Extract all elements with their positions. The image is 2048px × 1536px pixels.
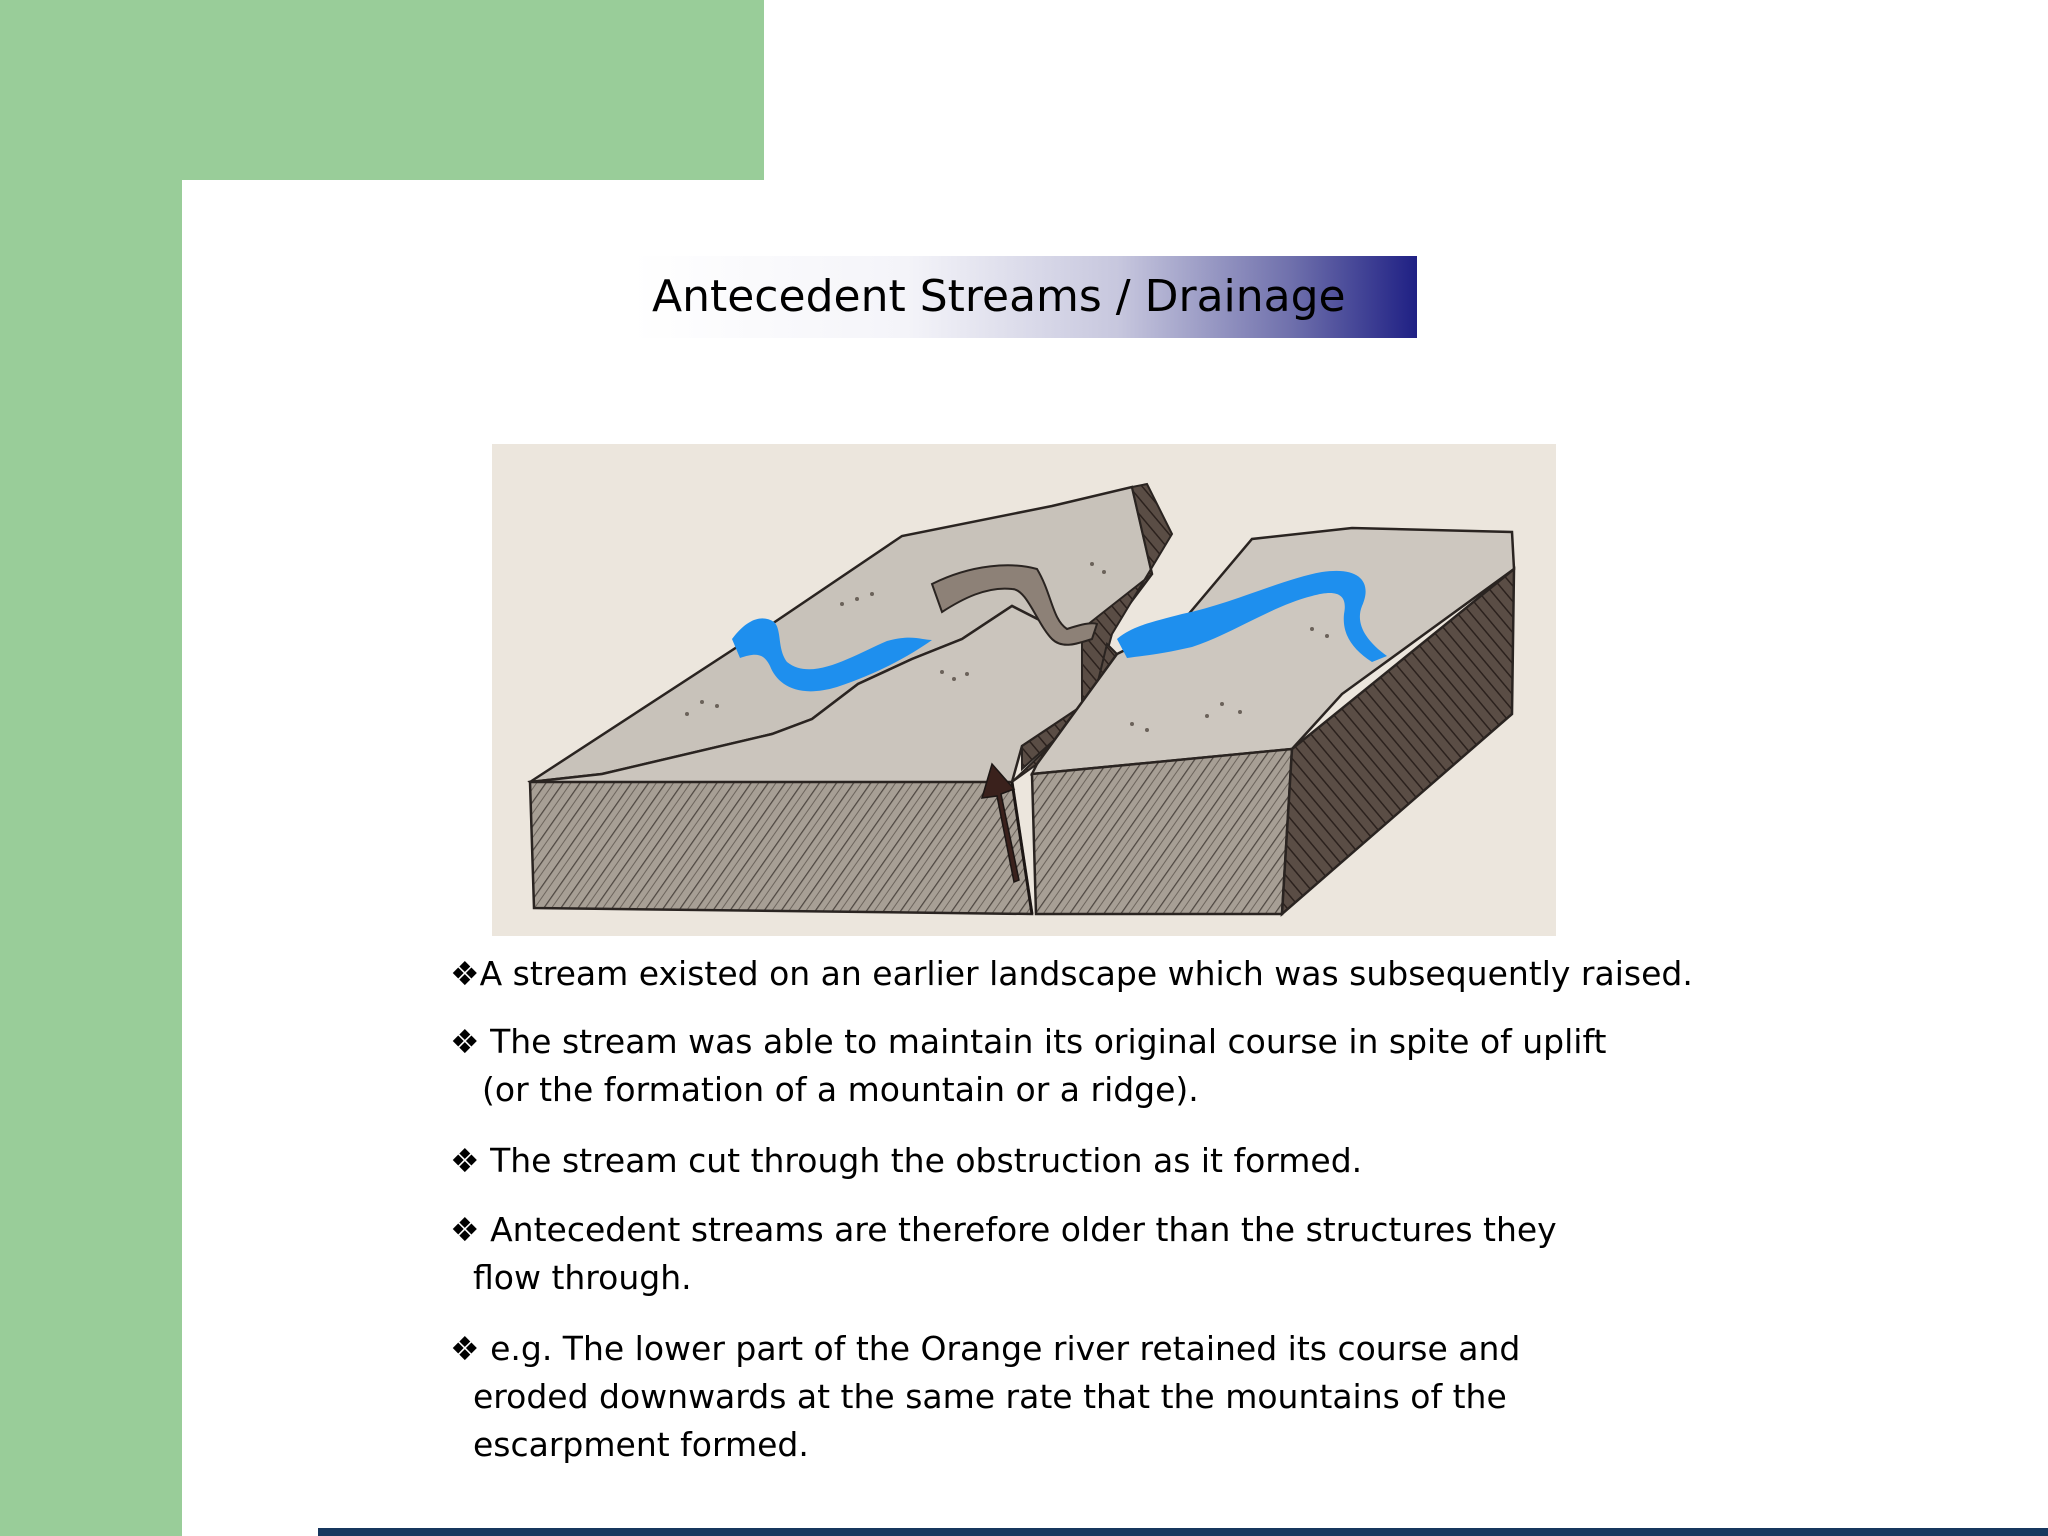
block-diagram-illustration	[492, 444, 1556, 936]
bullet-text-continued: (or the formation of a mountain or a ridge).	[482, 1070, 1199, 1109]
bullet-diamond-icon: ❖	[450, 1210, 480, 1249]
bullet-item	[450, 950, 1750, 998]
slide-title: Antecedent Streams / Drainage	[652, 271, 1346, 322]
bullet-diamond-icon: ❖	[450, 1022, 480, 1061]
bullet-diamond-icon: ❖	[450, 1329, 480, 1368]
bullet-text: A stream existed on an earlier landscape which was subsequently raised.	[479, 954, 1693, 993]
right-block-front-face	[1032, 749, 1292, 914]
bullet-text-continued: eroded downwards at the same rate that the mountains of the	[473, 1377, 1507, 1416]
bullet-item	[450, 1018, 1750, 1114]
left-block-front-face	[530, 782, 1032, 914]
background-green-left	[0, 0, 182, 1536]
bullet-item	[450, 1325, 1750, 1469]
bullet-text: Antecedent streams are therefore older than the structures they	[479, 1210, 1557, 1249]
bullet-text: The stream cut through the obstruction as it formed.	[479, 1141, 1363, 1180]
bullet-diamond-icon: ❖	[450, 954, 480, 993]
bullet-item	[450, 1137, 1750, 1185]
bottom-accent-bar	[318, 1528, 2048, 1536]
bullet-item	[450, 1206, 1750, 1302]
bullet-text: The stream was able to maintain its original course in spite of uplift	[479, 1022, 1607, 1061]
bullet-text-continued: flow through.	[473, 1258, 692, 1297]
bullet-text: e.g. The lower part of the Orange river retained its course and	[479, 1329, 1521, 1368]
bullet-diamond-icon: ❖	[450, 1141, 480, 1180]
antecedent-stream-diagram	[492, 444, 1556, 936]
slide-title-box	[632, 256, 1417, 338]
bullet-text-continued: escarpment formed.	[473, 1425, 809, 1464]
